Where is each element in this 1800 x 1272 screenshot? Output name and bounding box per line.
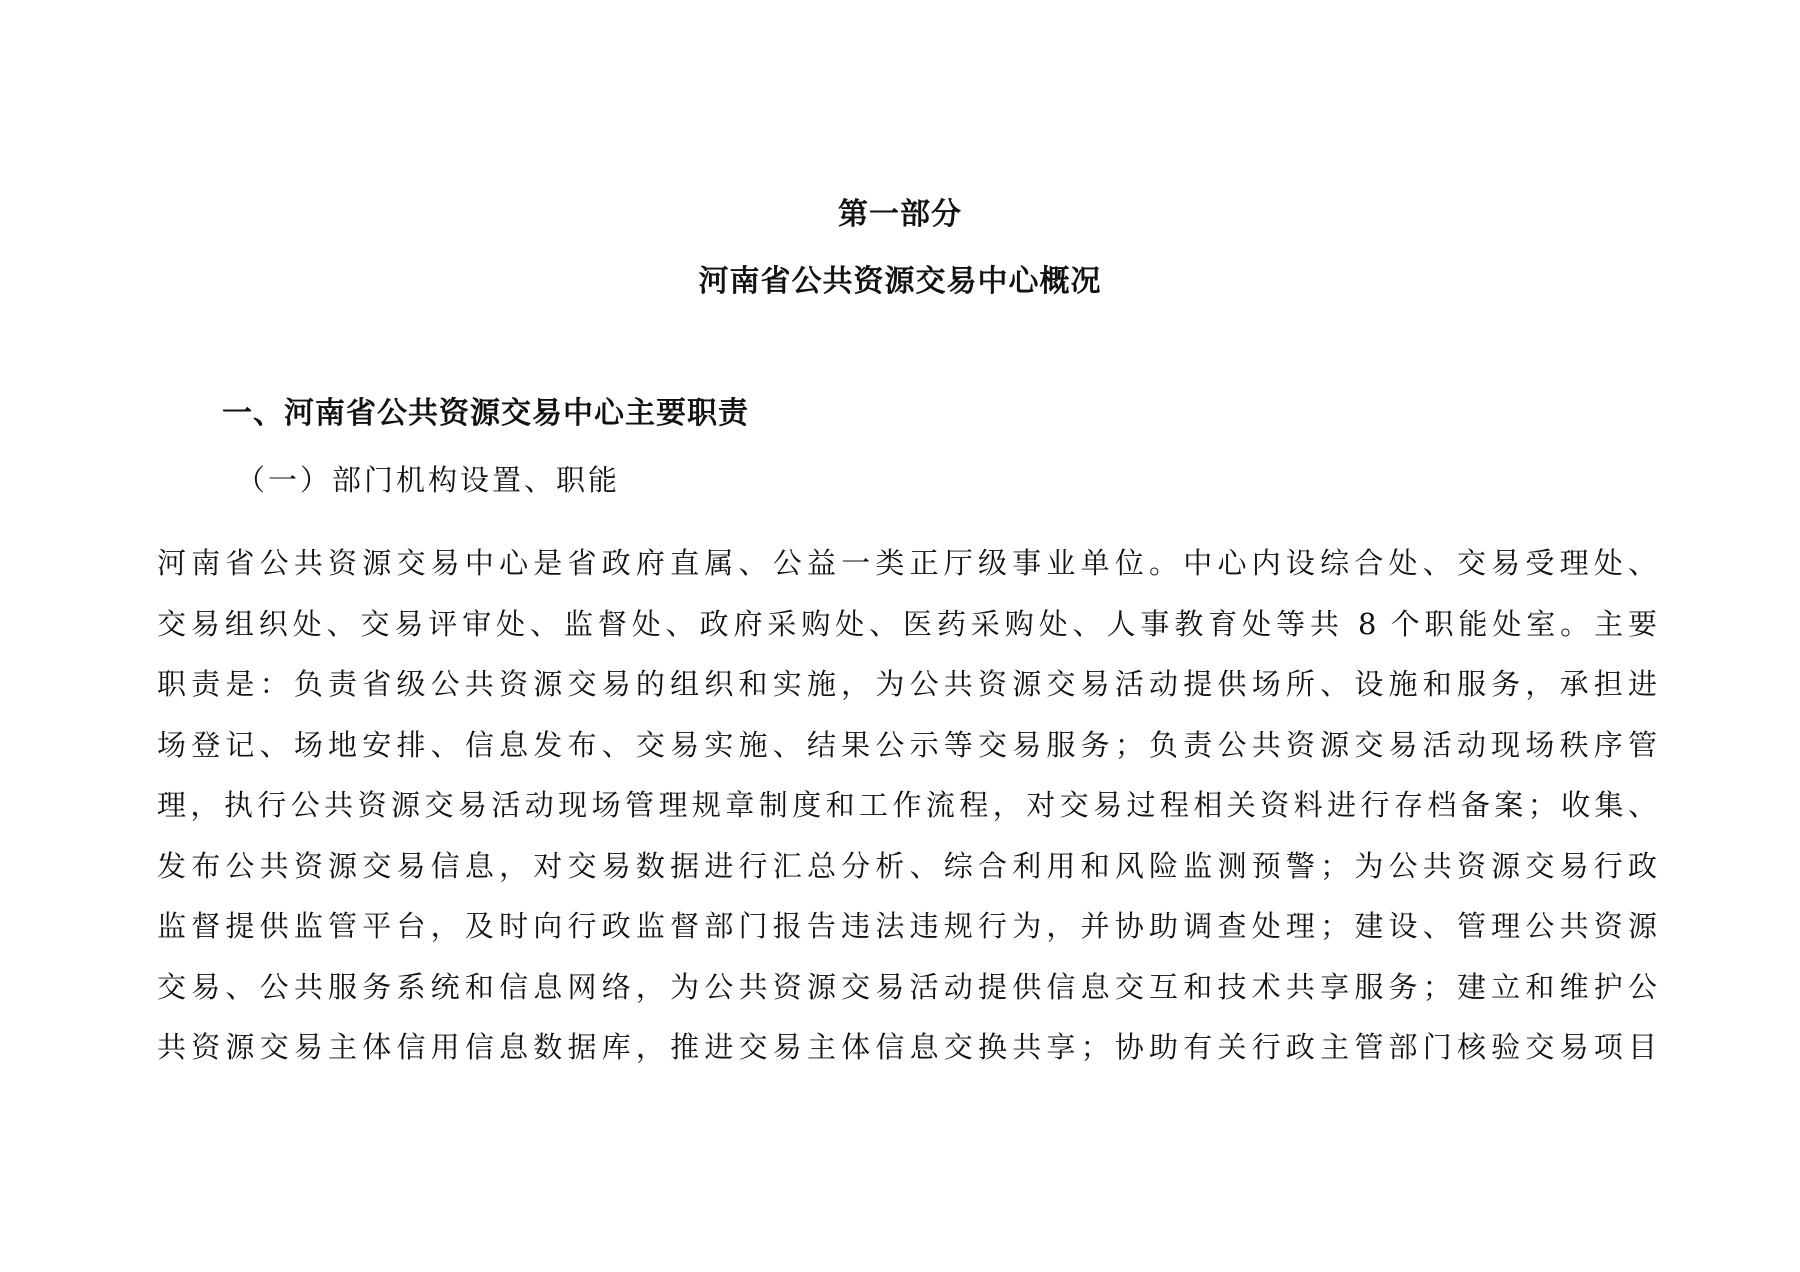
body-line: 职责是：负责省级公共资源交易的组织和实施，为公共资源交易活动提供场所、设施和服务，承担进 <box>157 667 1657 701</box>
body-line: 共资源交易主体信用信息数据库，推进交易主体信息交换共享；协助有关行政主管部门核验交易项目 <box>157 1030 1657 1064</box>
body-line: 交易组织处、交易评审处、监督处、政府采购处、医药采购处、人事教育处等共 8 个职能处室。主要 <box>157 606 1657 641</box>
body-line: 理，执行公共资源交易活动现场管理规章制度和工作流程，对交易过程相关资料进行存档备案；收集、 <box>157 788 1657 822</box>
body-line: 交易、公共服务系统和信息网络，为公共资源交易活动提供信息交互和技术共享服务；建立和维护公 <box>157 969 1657 1004</box>
subsection-heading: （一）部门机构设置、职能 <box>236 463 621 497</box>
body-line: 场登记、场地安排、信息发布、交易实施、结果公示等交易服务；负责公共资源交易活动现场秩序管 <box>157 727 1657 762</box>
body-paragraph <box>157 540 1657 1085</box>
body-line: 监督提供监管平台，及时向行政监督部门报告违法违规行为，并协助调查处理；建设、管理公共资源 <box>157 909 1657 943</box>
body-line: 发布公共资源交易信息，对交易数据进行汇总分析、综合利用和风险监测预警；为公共资源交易行政 <box>157 848 1657 883</box>
body-line: 河南省公共资源交易中心是省政府直属、公益一类正厅级事业单位。中心内设综合处、交易受理处、 <box>157 546 1657 580</box>
main-title: 河南省公共资源交易中心概况 <box>698 264 1102 299</box>
part-title: 第一部分 <box>838 197 962 232</box>
section-heading: 一、河南省公共资源交易中心主要职责 <box>222 396 749 431</box>
